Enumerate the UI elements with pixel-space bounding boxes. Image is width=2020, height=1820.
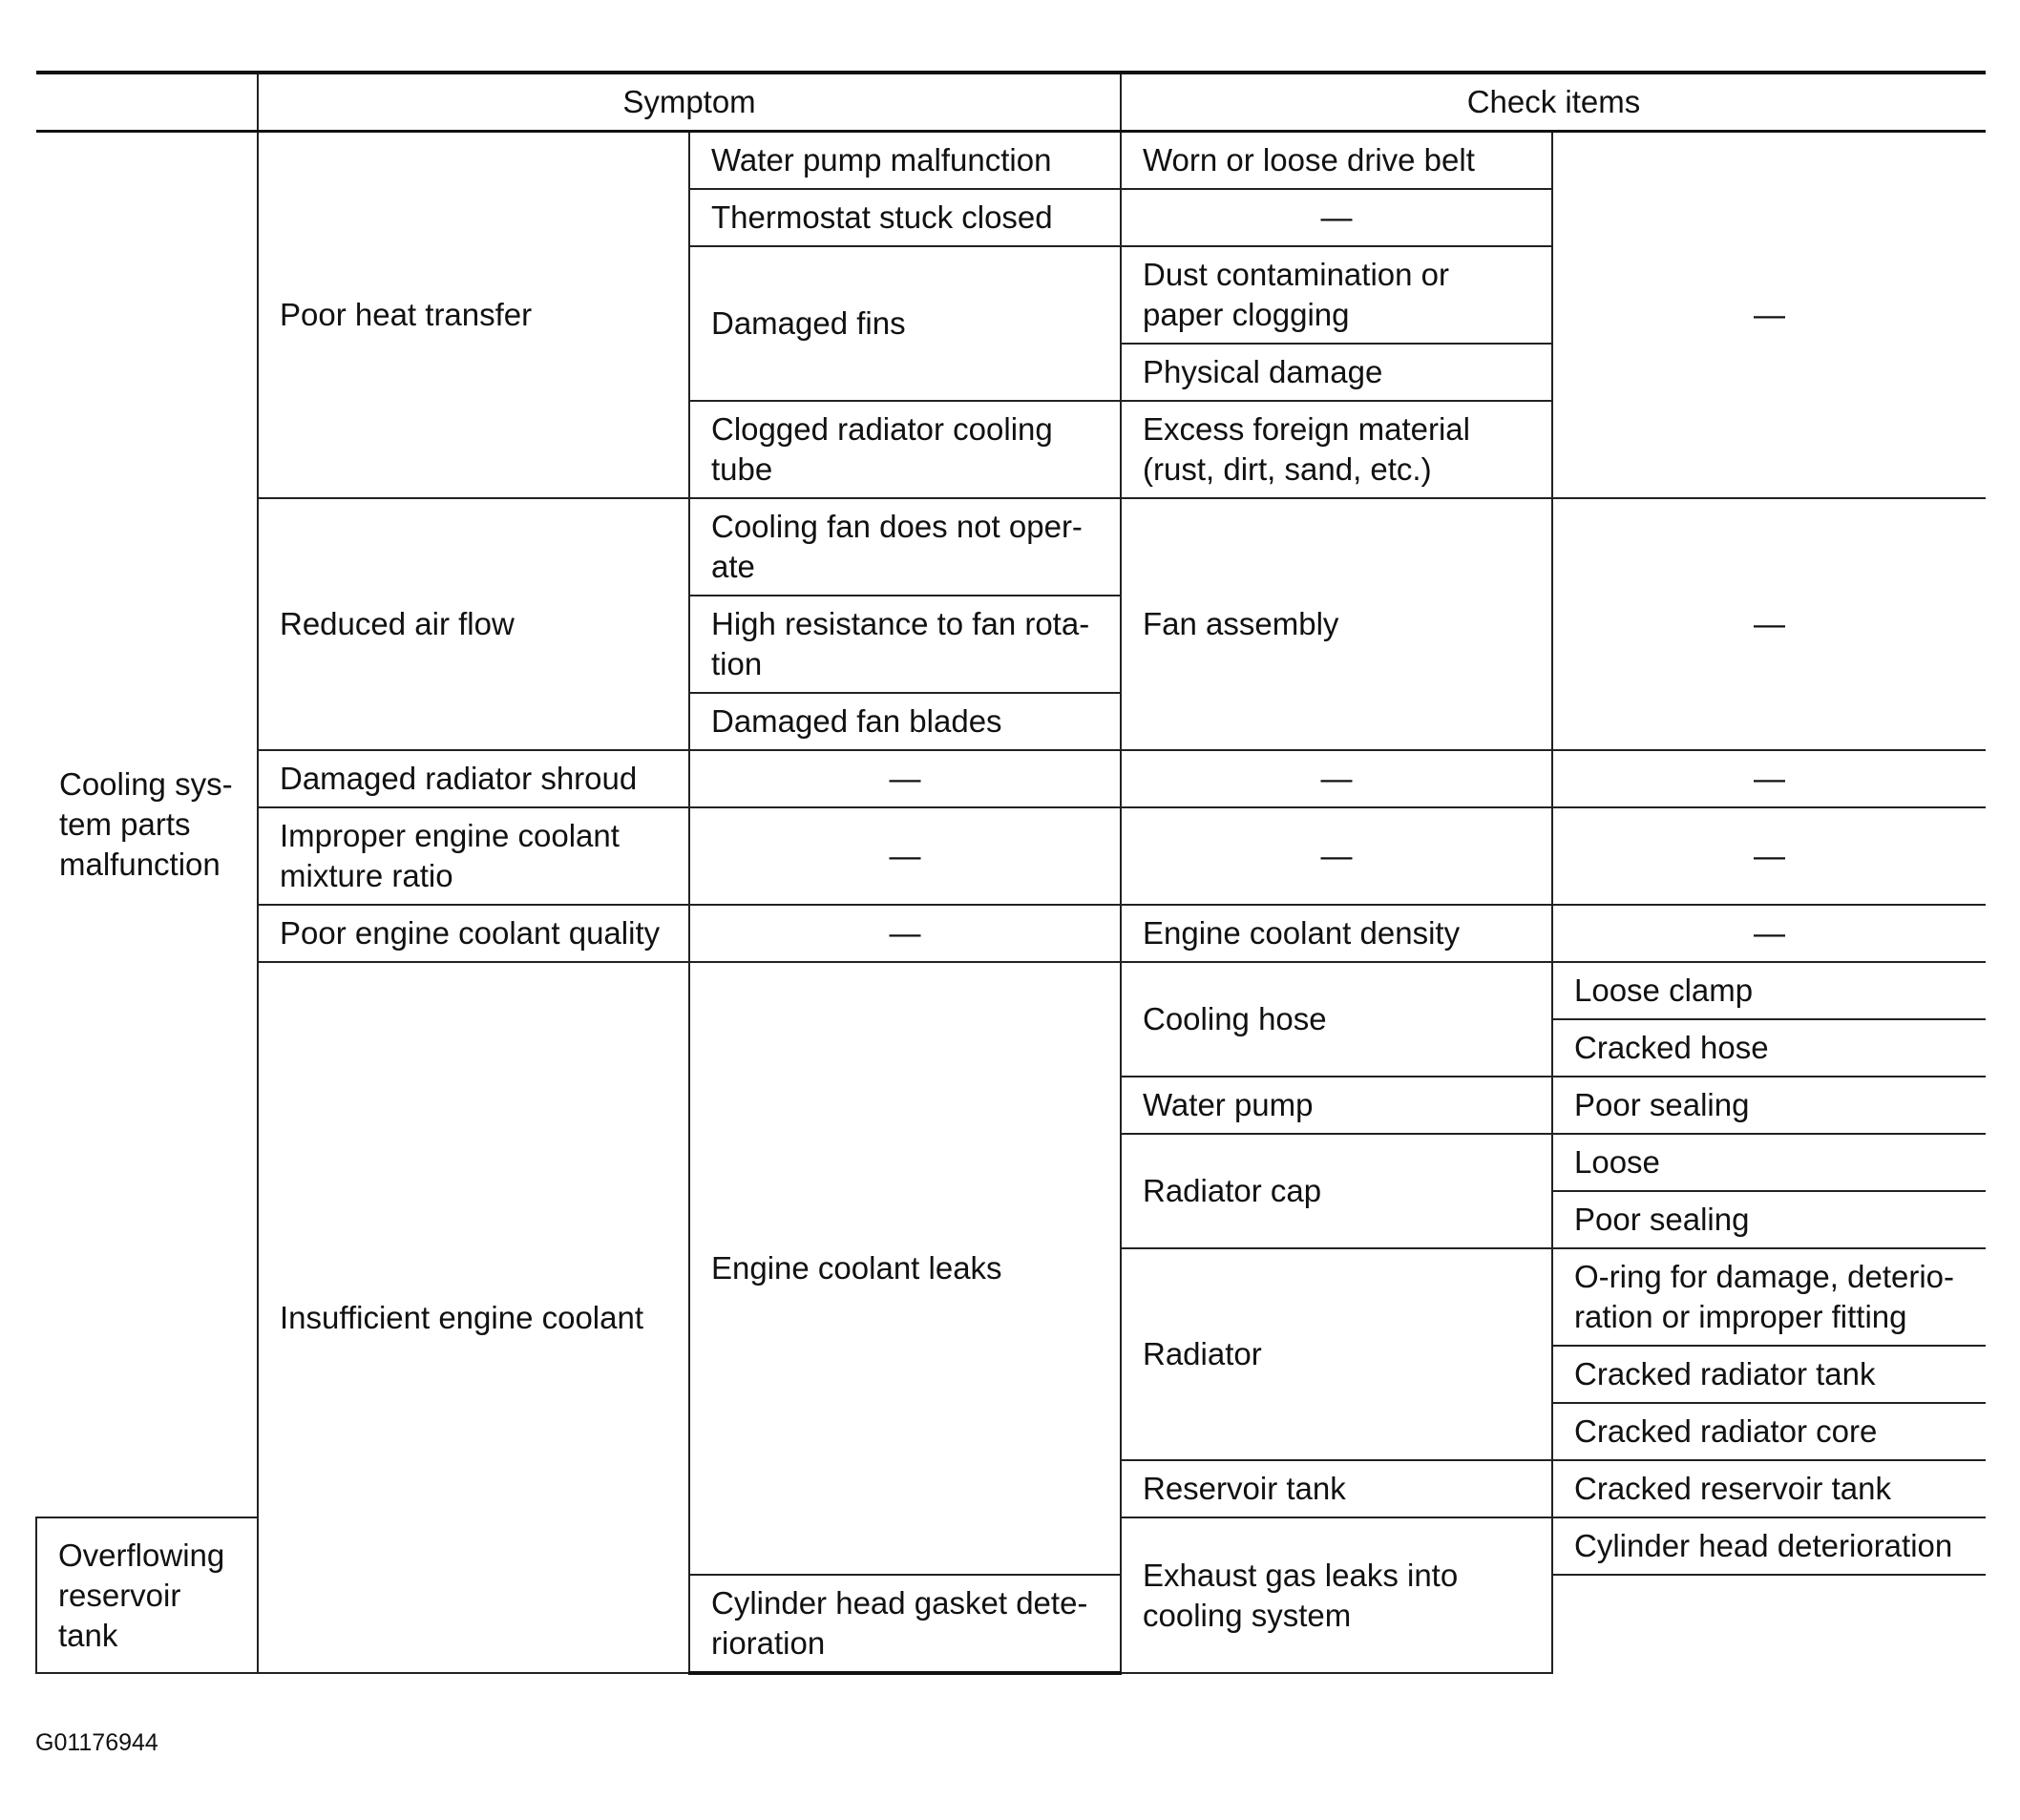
dash-cell: — bbox=[1552, 905, 1986, 962]
dash-cell: — bbox=[1552, 498, 1986, 750]
detail-cell: Poor sealing bbox=[1552, 1191, 1986, 1248]
sub-symptom-cell: Overflowing reservoir tank bbox=[36, 1517, 258, 1673]
symptom-insufficient: Insufficient engine coolant bbox=[258, 962, 689, 1673]
table-row bbox=[36, 750, 1986, 807]
check-cell: Reservoir tank bbox=[1121, 1460, 1552, 1517]
symptom-shroud: Damaged radiator shroud bbox=[258, 750, 689, 807]
symptom-poor-heat-transfer: Poor heat transfer bbox=[258, 132, 689, 499]
table-row bbox=[36, 962, 1986, 1019]
detail-cell: Cracked hose bbox=[1552, 1019, 1986, 1077]
symptom-mixture: Improper engine coolant mixture ratio bbox=[258, 807, 689, 905]
table-row bbox=[36, 905, 1986, 962]
dash-cell: — bbox=[1121, 189, 1552, 246]
detail-cell: Cracked reservoir tank bbox=[1552, 1460, 1986, 1517]
check-cell: Cooling hose bbox=[1121, 962, 1552, 1077]
category-cell bbox=[36, 132, 258, 1518]
detail-cell: Loose bbox=[1552, 1134, 1986, 1191]
symptom-quality: Poor engine coolant quality bbox=[258, 905, 689, 962]
sub-symptom-cell: Water pump malfunction bbox=[689, 132, 1121, 190]
check-cell: Physical damage bbox=[1121, 344, 1552, 401]
detail-cell: Poor sealing bbox=[1552, 1077, 1986, 1134]
dash-cell: — bbox=[689, 807, 1121, 905]
sub-symptom-cell: Clogged radiator cooling tube bbox=[689, 401, 1121, 498]
figure-code: G01176944 bbox=[35, 1729, 158, 1756]
dash-cell: — bbox=[689, 905, 1121, 962]
detail-cell: O-ring for damage, deterio- ration or improper fitting bbox=[1552, 1248, 1986, 1346]
dash-cell: — bbox=[1552, 807, 1986, 905]
check-cell: Fan assembly bbox=[1121, 498, 1552, 750]
header-check-items: Check items bbox=[1121, 73, 1986, 132]
sub-symptom-cell: High resistance to fan rota- tion bbox=[689, 596, 1121, 693]
check-cell: Excess foreign material (rust, dirt, sand, etc.) bbox=[1121, 401, 1552, 498]
sub-symptom-cell: Damaged fins bbox=[689, 246, 1121, 401]
detail-cell: Cylinder head gasket dete- rioration bbox=[689, 1575, 1121, 1673]
check-cell: Worn or loose drive belt bbox=[1121, 132, 1552, 190]
diagnosis-table bbox=[35, 71, 1986, 1675]
category-label: Cooling sys- tem parts malfunction bbox=[59, 766, 233, 882]
sub-symptom-cell: Cooling fan does not oper- ate bbox=[689, 498, 1121, 596]
check-cell: Engine coolant density bbox=[1121, 905, 1552, 962]
check-cell: Radiator cap bbox=[1121, 1134, 1552, 1248]
table-row bbox=[36, 807, 1986, 905]
check-cell: Water pump bbox=[1121, 1077, 1552, 1134]
dash-cell: — bbox=[1552, 750, 1986, 807]
detail-cell: Loose clamp bbox=[1552, 962, 1986, 1019]
table-header-row bbox=[36, 73, 1986, 132]
dash-cell: — bbox=[1121, 807, 1552, 905]
detail-cell: Cylinder head deterioration bbox=[1552, 1517, 1986, 1575]
header-symptom: Symptom bbox=[258, 73, 1121, 132]
dash-cell: — bbox=[689, 750, 1121, 807]
sub-symptom-cell: Engine coolant leaks bbox=[689, 962, 1121, 1575]
check-cell: Exhaust gas leaks into cooling system bbox=[1121, 1517, 1552, 1673]
sub-symptom-cell: Thermostat stuck closed bbox=[689, 189, 1121, 246]
table-row bbox=[36, 498, 1986, 596]
check-cell: Radiator bbox=[1121, 1248, 1552, 1460]
symptom-reduced-air-flow: Reduced air flow bbox=[258, 498, 689, 750]
sub-symptom-cell: Damaged fan blades bbox=[689, 693, 1121, 750]
dash-cell: — bbox=[1552, 132, 1986, 499]
table-row bbox=[36, 132, 1986, 190]
dash-cell: — bbox=[1121, 750, 1552, 807]
header-blank-cell bbox=[36, 73, 258, 132]
detail-cell: Cracked radiator tank bbox=[1552, 1346, 1986, 1403]
detail-cell: Cracked radiator core bbox=[1552, 1403, 1986, 1460]
check-cell: Dust contamination or paper clogging bbox=[1121, 246, 1552, 344]
